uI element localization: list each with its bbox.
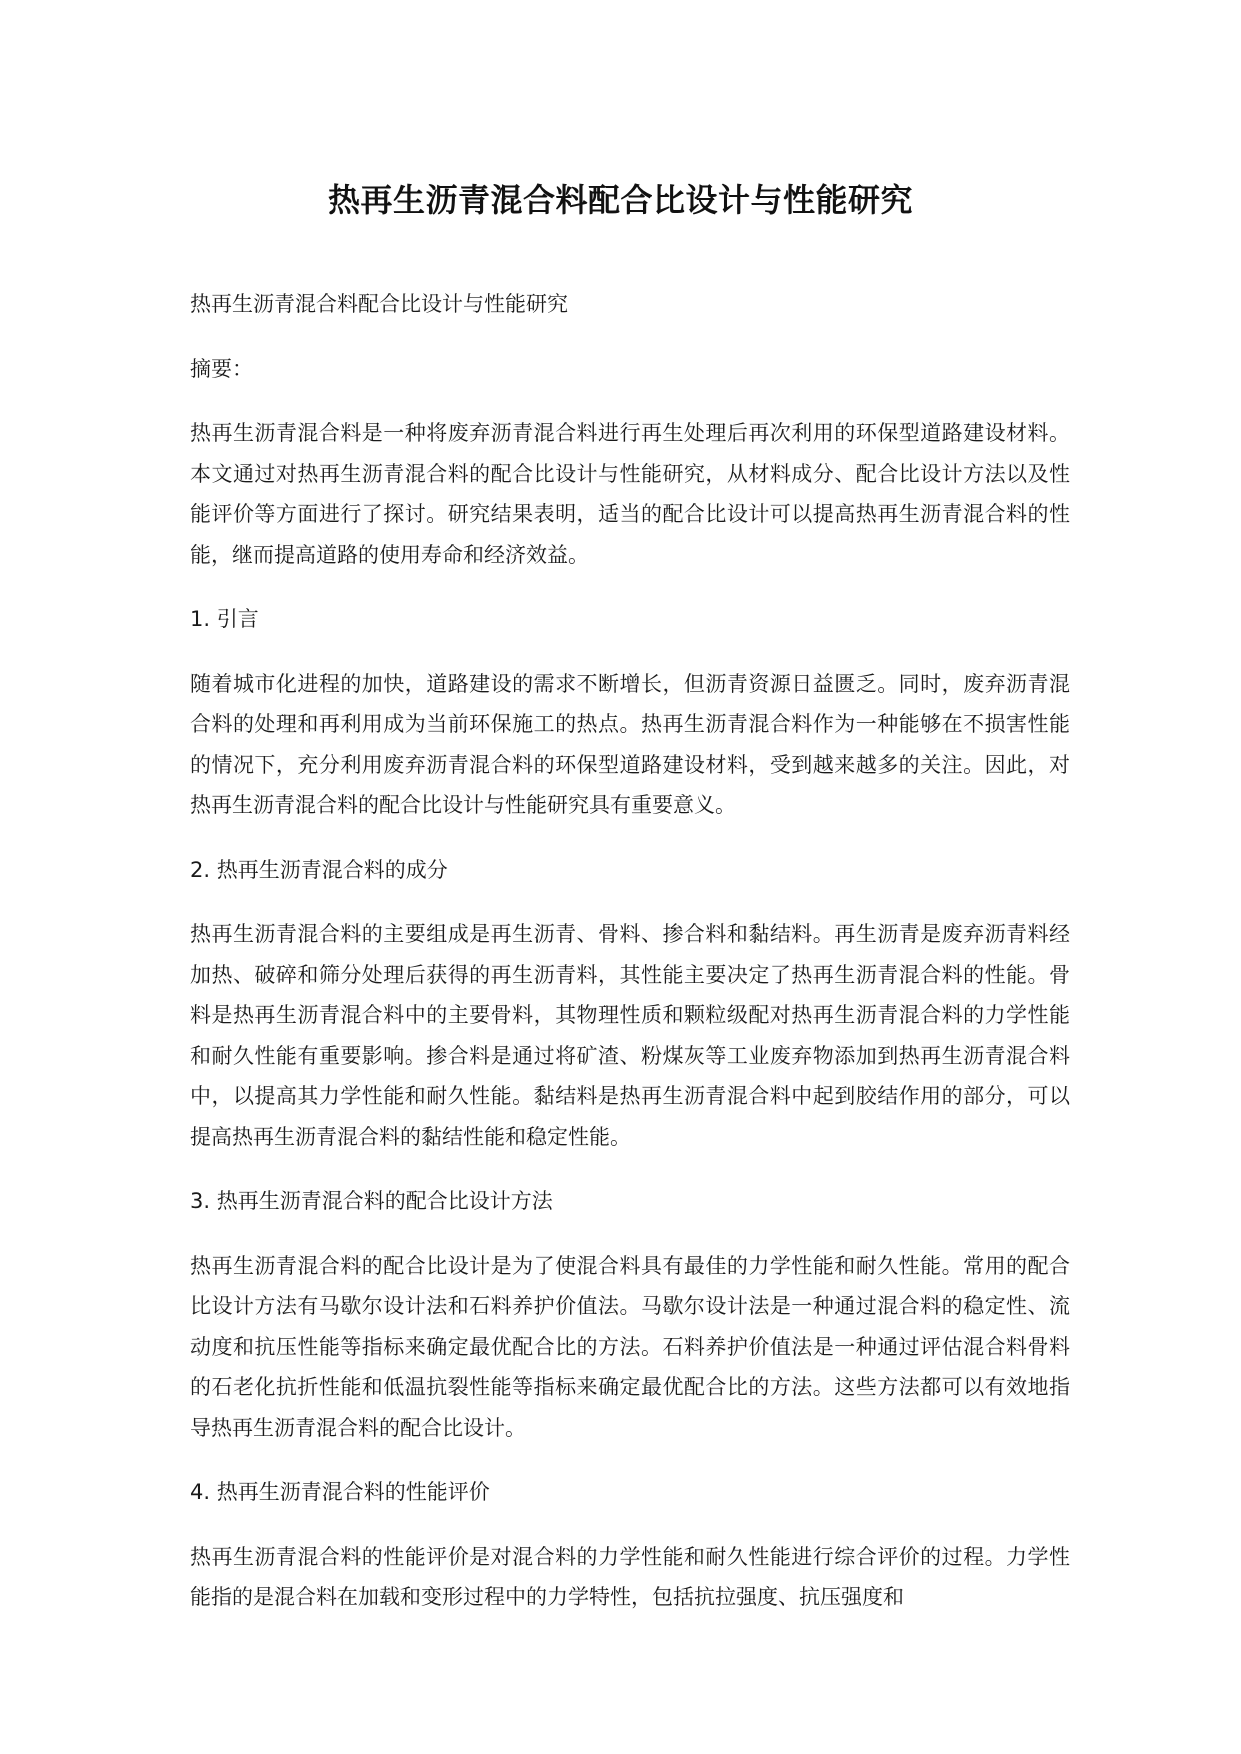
document-body [190,284,1070,1618]
section-body-performance: 热再生沥青混合料的性能评价是对混合料的力学性能和耐久性能进行综合评价的过程。力学性能指的是混合料在加载和变形过程中的力学特性，包括抗拉强度、抗压强度和 [190,1544,1070,1609]
section-heading-composition: 2. 热再生沥青混合料的成分 [190,857,448,882]
document-title: 热再生沥青混合料配合比设计与性能研究 [327,181,913,219]
section-heading-mix-design: 3. 热再生沥青混合料的配合比设计方法 [190,1189,553,1213]
abstract-paragraph: 热再生沥青混合料是一种将废弃沥青混合料进行再生处理后再次利用的环保型道路建设材料。本文通过对热再生沥青混合料的配合比设计与性能研究，从材料成分、配合比设计方法以及性能评价等方面进行了探讨。研究结果表明，适当的配合比设计可以提高热再生沥青混合料的性能，继而提高道路的使用寿命和经济效益。 [190,421,1070,567]
section-body-introduction: 随着城市化进程的加快，道路建设的需求不断增长，但沥青资源日益匮乏。同时，废弃沥青混合料的处理和再利用成为当前环保施工的热点。热再生沥青混合料作为一种能够在不损害性能的情况下，充分利用废弃沥青混合料的环保型道路建设材料，受到越来越多的关注。因此，对热再生沥青混合料的配合比设计与性能研究具有重要意义。 [190,671,1070,817]
section-heading-performance: 4. 热再生沥青混合料的性能评价 [190,1480,490,1504]
abstract-label: 摘要： [190,356,253,381]
document-subtitle: 热再生沥青混合料配合比设计与性能研究 [190,292,568,316]
section-body-composition: 热再生沥青混合料的主要组成是再生沥青、骨料、掺合料和黏结料。再生沥青是废弃沥青料经加热、破碎和筛分处理后获得的再生沥青料，其性能主要决定了热再生沥青混合料的性能。骨料是热再生沥青混合料中的主要骨料，其物理性质和颗粒级配对热再生沥青混合料的力学性能和耐久性能有重要影响。掺合料是通过将矿渣、粉煤灰等工业废弃物添加到热再生沥青混合料中，以提高其力学性能和耐久性能。黏结料是热再生沥青混合料中起到胶结作用的部分，可以提高热再生沥青混合料的黏结性能和稳定性能。 [190,922,1070,1149]
section-body-mix-design: 热再生沥青混合料的配合比设计是为了使混合料具有最佳的力学性能和耐久性能。常用的配合比设计方法有马歇尔设计法和石料养护价值法。马歇尔设计法是一种通过混合料的稳定性、流动度和抗压性能等指标来确定最优配合比的方法。石料养护价值法是一种通过评估混合料骨料的石老化抗折性能和低温抗裂性能等指标来确定最优配合比的方法。这些方法都可以有效地指导热再生沥青混合料的配合比设计。 [190,1253,1070,1440]
section-heading-introduction: 1. 引言 [190,607,259,631]
